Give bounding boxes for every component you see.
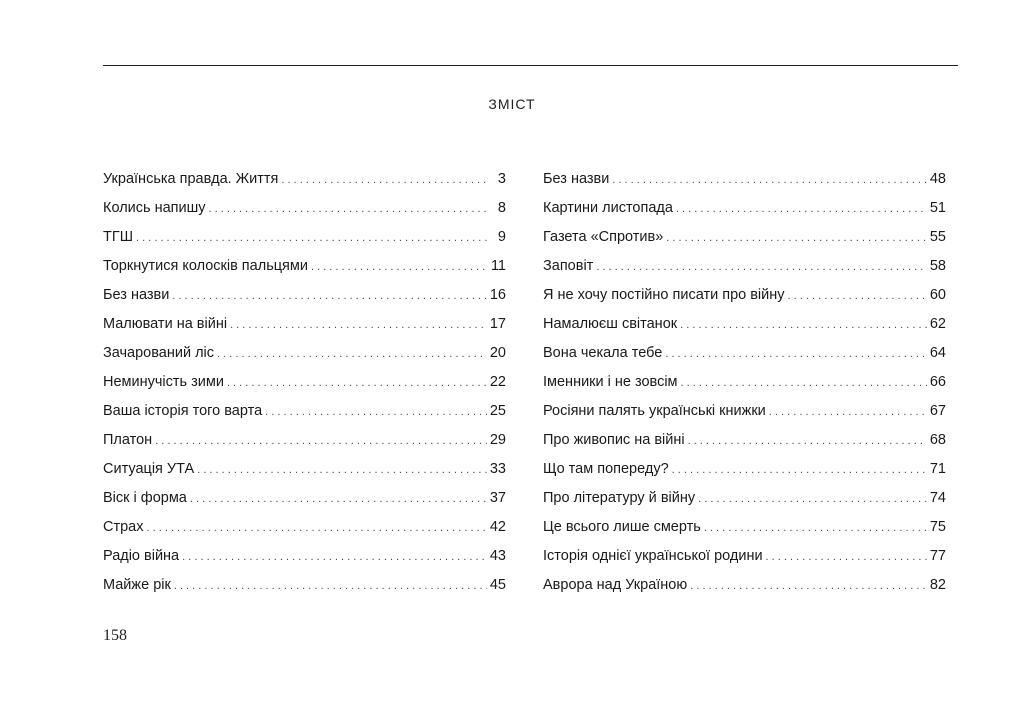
dot-leader <box>265 398 487 426</box>
toc-entry-page: 55 <box>929 229 946 245</box>
toc-entry-title: Радіо війна <box>103 548 180 564</box>
dot-leader <box>688 427 927 455</box>
toc-entry <box>103 368 506 397</box>
toc-entry-title: Я не хочу постійно писати про війну <box>543 287 785 303</box>
toc-heading: ЗМІСТ <box>488 96 536 112</box>
dot-leader <box>681 369 927 397</box>
toc-entry-page: 25 <box>489 403 506 419</box>
toc-entry-title: Неминучість зими <box>103 374 224 390</box>
toc-entry-title: Страх <box>103 519 144 535</box>
toc-entry <box>543 339 946 368</box>
toc-entry-title: Аврора над Україною <box>543 577 688 593</box>
toc-entry-page: 82 <box>929 577 946 593</box>
dot-leader <box>704 514 927 542</box>
toc-entry-page: 75 <box>929 519 946 535</box>
dot-leader <box>676 195 927 223</box>
toc-entry <box>103 513 506 542</box>
dot-leader <box>769 398 927 426</box>
toc-entry-title: Заповіт <box>543 258 594 274</box>
toc-entry-title: Торкнутися колосків пальцями <box>103 258 308 274</box>
dot-leader <box>665 340 927 368</box>
toc-entry-page: 43 <box>489 548 506 564</box>
toc-entry-title: Намалюєш світанок <box>543 316 678 332</box>
dot-leader <box>311 253 488 281</box>
dot-leader <box>672 456 927 484</box>
toc-column-right <box>543 165 946 600</box>
dot-leader <box>666 224 927 252</box>
toc-entry <box>543 397 946 426</box>
toc-entry <box>543 542 946 571</box>
dot-leader <box>281 166 489 194</box>
toc-entry-page: 66 <box>929 374 946 390</box>
toc-entry-title: ТГШ <box>103 229 133 245</box>
toc-entry-page: 62 <box>929 316 946 332</box>
dot-leader <box>190 485 487 513</box>
toc-entry <box>103 484 506 513</box>
toc-entry-title: Про живопис на війні <box>543 432 685 448</box>
toc-entry-page: 67 <box>929 403 946 419</box>
toc-entry <box>543 484 946 513</box>
toc-entry <box>103 571 506 600</box>
toc-entry-title: Іменники і не зовсім <box>543 374 678 390</box>
dot-leader <box>698 485 927 513</box>
toc-entry-title: Колись напишу <box>103 200 206 216</box>
toc-entry-title: Росіяни палять українські книжки <box>543 403 766 419</box>
dot-leader <box>155 427 487 455</box>
toc-entry <box>103 455 506 484</box>
toc-entry-title: Майже рік <box>103 577 171 593</box>
dot-leader <box>217 340 487 368</box>
toc-entry-page: 17 <box>489 316 506 332</box>
toc-entry-page: 48 <box>929 171 946 187</box>
toc-entry-title: Ваша історія того варта <box>103 403 263 419</box>
toc-entry-title: Це всього лише смерть <box>543 519 701 535</box>
dot-leader <box>197 456 487 484</box>
toc-entry <box>103 194 506 223</box>
toc-entry-page: 74 <box>929 490 946 506</box>
toc-entry-page: 42 <box>489 519 506 535</box>
dot-leader <box>174 572 487 600</box>
dot-leader <box>690 572 927 600</box>
toc-entry <box>543 426 946 455</box>
toc-entry <box>103 542 506 571</box>
toc-entry-page: 37 <box>489 490 506 506</box>
dot-leader <box>136 224 489 252</box>
dot-leader <box>172 282 487 310</box>
toc-entry-page: 68 <box>929 432 946 448</box>
toc-entry-title: Вона чекала тебе <box>543 345 663 361</box>
toc-entry-title: Віск і форма <box>103 490 187 506</box>
toc-entry-title: Зачарований ліс <box>103 345 215 361</box>
toc-entry <box>103 165 506 194</box>
page-number: 158 <box>103 627 127 644</box>
toc-entry-title: Платон <box>103 432 153 448</box>
toc-entry-page: 8 <box>497 200 506 216</box>
toc-entry <box>103 339 506 368</box>
top-rule <box>103 65 958 66</box>
toc-entry-title: Ситуація УТА <box>103 461 195 477</box>
toc-entry <box>543 252 946 281</box>
dot-leader <box>788 282 927 310</box>
toc-entry <box>103 252 506 281</box>
toc-entry <box>543 571 946 600</box>
toc-entry-page: 3 <box>497 171 506 187</box>
toc-entry <box>543 513 946 542</box>
toc-entry <box>543 281 946 310</box>
toc-entry-title: Українська правда. Життя <box>103 171 279 187</box>
toc-entry <box>103 397 506 426</box>
toc-entry-title: Газета «Спротив» <box>543 229 664 245</box>
dot-leader <box>766 543 927 571</box>
toc-entry <box>103 426 506 455</box>
dot-leader <box>230 311 487 339</box>
toc-entry-title: Малювати на війні <box>103 316 228 332</box>
toc-entry <box>103 310 506 339</box>
dot-leader <box>182 543 487 571</box>
toc-entry <box>543 368 946 397</box>
toc-entry-page: 64 <box>929 345 946 361</box>
toc-entry-title: Історія однієї української родини <box>543 548 763 564</box>
dot-leader <box>147 514 487 542</box>
toc-entry-page: 45 <box>489 577 506 593</box>
dot-leader <box>596 253 927 281</box>
toc-entry-page: 16 <box>489 287 506 303</box>
toc-entry <box>543 165 946 194</box>
toc-entry-page: 22 <box>489 374 506 390</box>
toc-entry-title: Що там попереду? <box>543 461 669 477</box>
toc-entry-page: 60 <box>929 287 946 303</box>
toc-entry <box>543 310 946 339</box>
toc-entry-title: Без назви <box>543 171 610 187</box>
toc-entry-page: 20 <box>489 345 506 361</box>
toc-entry <box>543 194 946 223</box>
toc-entry <box>103 281 506 310</box>
toc-column-left <box>103 165 506 600</box>
toc-entry-page: 58 <box>929 258 946 274</box>
toc-entry-page: 29 <box>489 432 506 448</box>
toc-entry-title: Без назви <box>103 287 170 303</box>
toc-entry <box>103 223 506 252</box>
toc-entry <box>543 455 946 484</box>
toc-entry-page: 33 <box>489 461 506 477</box>
toc-entry-page: 11 <box>490 258 506 274</box>
toc-entry-page: 77 <box>929 548 946 564</box>
dot-leader <box>680 311 927 339</box>
toc-entry-page: 71 <box>929 461 946 477</box>
dot-leader <box>227 369 487 397</box>
dot-leader <box>209 195 490 223</box>
toc-entry-page: 51 <box>929 200 946 216</box>
dot-leader <box>612 166 927 194</box>
toc-entry-page: 9 <box>497 229 506 245</box>
toc-entry-title: Про літературу й війну <box>543 490 696 506</box>
toc-entry <box>543 223 946 252</box>
toc-entry-title: Картини листопада <box>543 200 673 216</box>
